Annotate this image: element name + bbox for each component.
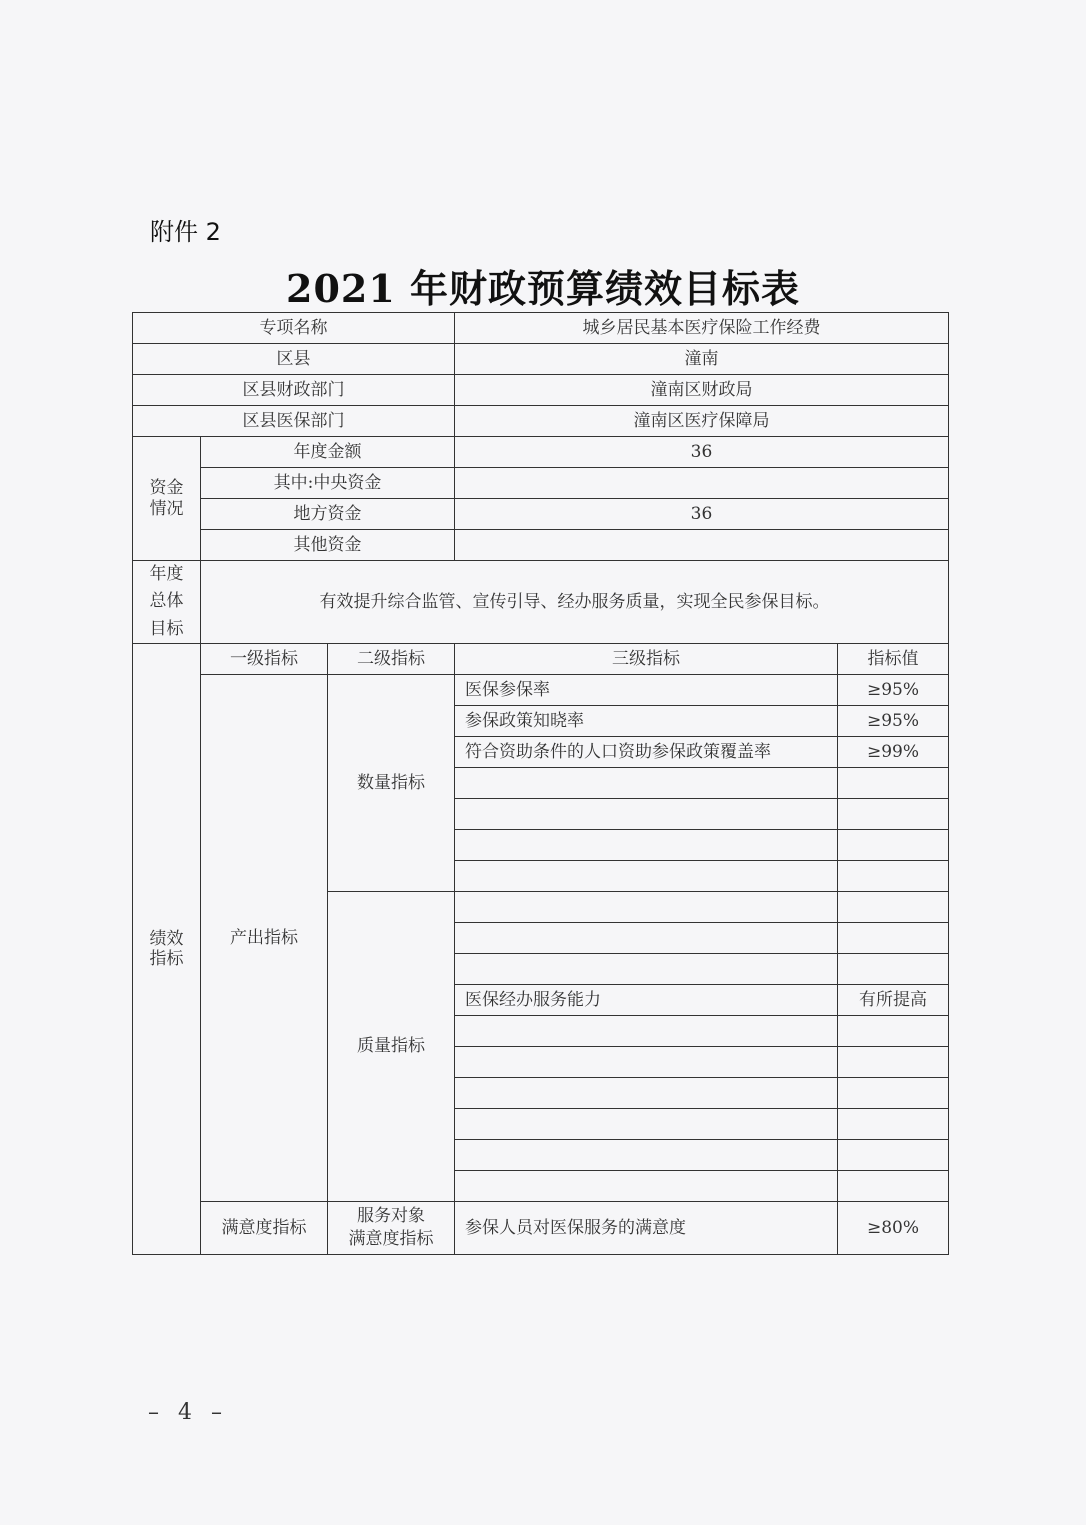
indicator-cell <box>455 768 838 799</box>
indicator-value-cell <box>838 1016 949 1047</box>
indicator-value-cell <box>838 768 949 799</box>
medical-dept-value: 潼南区医疗保障局 <box>455 406 949 437</box>
annual-amount-label: 年度金额 <box>201 437 455 468</box>
satisfaction-level2-line2: 满意度指标 <box>348 1229 434 1249</box>
indicator-value-cell <box>838 1171 949 1202</box>
other-funds-label: 其他资金 <box>201 530 455 561</box>
indicator-cell: 医保经办服务能力 <box>455 985 838 1016</box>
local-funds-label: 地方资金 <box>201 499 455 530</box>
performance-group-label-line1: 绩效 <box>149 928 184 949</box>
indicator-cell <box>455 923 838 954</box>
county-label: 区县 <box>133 344 455 375</box>
header-level3: 三级指标 <box>455 644 838 675</box>
annual-goal-label-line2: 总体 <box>149 591 184 612</box>
performance-group-label-line2: 指标 <box>149 949 184 969</box>
indicator-value-cell: ≥99% <box>838 737 949 768</box>
funds-row <box>133 530 949 561</box>
table-row <box>133 675 949 706</box>
project-name-value: 城乡居民基本医疗保险工作经费 <box>455 313 949 344</box>
header-level2: 二级指标 <box>328 644 455 675</box>
funds-group-label <box>133 437 201 561</box>
indicator-value-cell <box>838 923 949 954</box>
satisfaction-level2 <box>328 1202 455 1255</box>
indicator-value-cell <box>838 1047 949 1078</box>
indicator-cell: 参保政策知晓率 <box>455 706 838 737</box>
indicator-cell <box>455 1109 838 1140</box>
quality-indicator-label: 质量指标 <box>328 892 455 1202</box>
output-indicator-label: 产出指标 <box>201 675 328 1202</box>
county-row <box>133 344 949 375</box>
funds-group-label-line1: 资金 <box>149 478 184 499</box>
annual-goal-label-line1: 年度 <box>149 564 184 585</box>
indicator-value-cell <box>838 1140 949 1171</box>
local-funds-value: 36 <box>455 499 949 530</box>
indicator-cell <box>455 1047 838 1078</box>
header-value: 指标值 <box>838 644 949 675</box>
finance-dept-label: 区县财政部门 <box>133 375 455 406</box>
satisfaction-indicator: 参保人员对医保服务的满意度 <box>455 1202 838 1255</box>
finance-dept-value: 潼南区财政局 <box>455 375 949 406</box>
indicator-value-cell: ≥95% <box>838 675 949 706</box>
indicator-cell <box>455 799 838 830</box>
indicator-cell <box>455 861 838 892</box>
indicator-value-cell: 有所提高 <box>838 985 949 1016</box>
indicator-cell <box>455 1078 838 1109</box>
annual-goal-label <box>133 561 201 644</box>
quantity-indicator-label: 数量指标 <box>328 675 455 892</box>
satisfaction-row <box>133 1202 949 1255</box>
header-level1: 一级指标 <box>201 644 328 675</box>
central-funds-value <box>455 468 949 499</box>
indicator-value-cell <box>838 1109 949 1140</box>
project-name-row <box>133 313 949 344</box>
satisfaction-level1: 满意度指标 <box>201 1202 328 1255</box>
indicator-cell <box>455 830 838 861</box>
indicator-cell <box>455 1171 838 1202</box>
county-value: 潼南 <box>455 344 949 375</box>
funds-group-label-line2: 情况 <box>149 498 184 519</box>
indicator-value-cell <box>838 954 949 985</box>
indicator-value-cell <box>838 861 949 892</box>
indicator-cell <box>455 954 838 985</box>
other-funds-value <box>455 530 949 561</box>
indicator-cell <box>455 892 838 923</box>
indicator-value-cell <box>838 830 949 861</box>
central-funds-label: 其中:中央资金 <box>201 468 455 499</box>
indicator-value-cell: ≥95% <box>838 706 949 737</box>
indicator-value-cell <box>838 1078 949 1109</box>
attachment-label: 附件 2 <box>150 218 221 246</box>
finance-dept-row <box>133 375 949 406</box>
indicator-value-cell <box>838 799 949 830</box>
indicator-cell <box>455 1016 838 1047</box>
funds-row <box>133 437 949 468</box>
indicator-value-cell <box>838 892 949 923</box>
medical-dept-row <box>133 406 949 437</box>
annual-goal-label-line3: 目标 <box>149 618 184 639</box>
annual-goal-row <box>133 561 949 644</box>
performance-group-label <box>133 644 201 1255</box>
project-name-label: 专项名称 <box>133 313 455 344</box>
indicator-cell: 医保参保率 <box>455 675 838 706</box>
funds-row <box>133 468 949 499</box>
satisfaction-value: ≥80% <box>838 1202 949 1255</box>
indicator-cell: 符合资助条件的人口资助参保政策覆盖率 <box>455 737 838 768</box>
budget-target-table <box>132 312 949 1255</box>
page-number: – 4 – <box>148 1400 228 1425</box>
indicator-cell <box>455 1140 838 1171</box>
annual-goal-text: 有效提升综合监管、宣传引导、经办服务质量，实现全民参保目标。 <box>201 561 949 644</box>
medical-dept-label: 区县医保部门 <box>133 406 455 437</box>
page-title: 2021 年财政预算绩效目标表 <box>286 266 800 311</box>
satisfaction-level2-line1: 服务对象 <box>357 1206 425 1227</box>
performance-header-row <box>133 644 949 675</box>
annual-amount-value: 36 <box>455 437 949 468</box>
funds-row <box>133 499 949 530</box>
